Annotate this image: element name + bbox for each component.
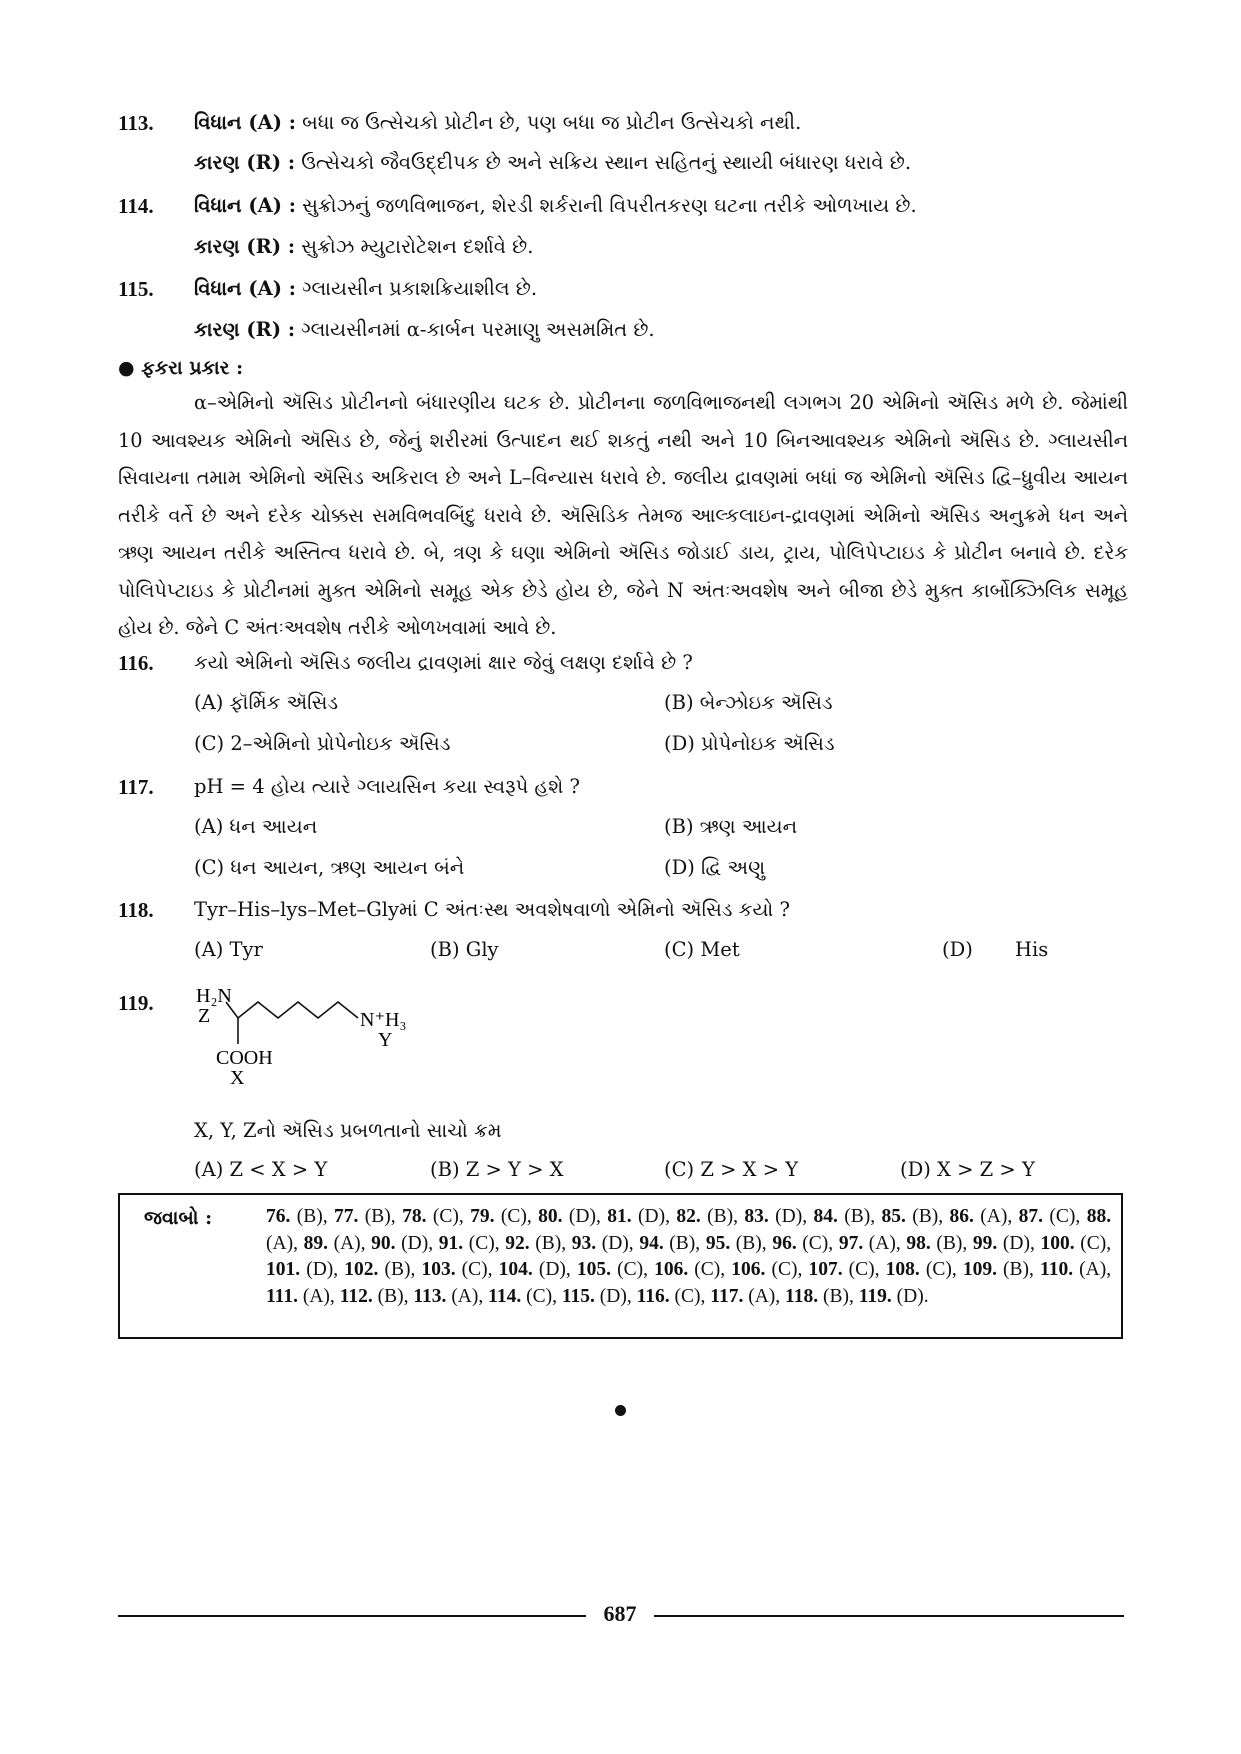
reason-text: ઉત્સેચકો જૈવઉદ્દીપક છે અને સક્રિય સ્થાન સહિતનું સ્થાયી બંધારણ ધરાવે છે. — [301, 151, 912, 174]
answer-choice: (B), — [358, 1206, 396, 1227]
option-b: (B) Gly — [430, 938, 499, 961]
answer-question-number: 82. — [676, 1206, 701, 1227]
option-a: (A) ધન આયન — [194, 815, 318, 838]
question-text: કયો એમિનો ઍસિડ જલીય દ્રાવણમાં ક્ષાર જેવું લક્ષણ દર્શાવે છે ? — [194, 651, 693, 674]
answer-item — [577, 1259, 648, 1280]
reason-line — [194, 234, 1134, 260]
answer-question-number: 110. — [1040, 1259, 1074, 1280]
answer-key-list — [266, 1204, 1111, 1310]
answer-item — [906, 1233, 967, 1254]
answer-question-number: 90. — [371, 1232, 396, 1254]
answer-choice: (A), — [297, 1285, 335, 1307]
answer-item — [813, 1206, 875, 1227]
answer-item — [538, 1206, 601, 1227]
answer-question-number: 86. — [949, 1206, 974, 1227]
answer-choice: (D), — [594, 1285, 632, 1307]
answer-choice: (B), — [837, 1206, 876, 1227]
amino-group-label: H₂N — [196, 985, 232, 1007]
answer-question-number: 95. — [705, 1232, 731, 1254]
option-d: (D) પ્રોપેનોઇક ઍસિડ — [664, 732, 835, 755]
answer-question-number: 107. — [808, 1259, 843, 1280]
question-number: 116. — [118, 651, 154, 675]
answer-item — [562, 1286, 632, 1307]
answer-item — [639, 1233, 700, 1254]
answer-question-number: 115. — [561, 1285, 595, 1307]
answer-question-number: 108. — [885, 1259, 920, 1280]
answer-choice: (C), — [765, 1259, 803, 1280]
answer-choice: (B), — [372, 1285, 409, 1307]
answer-choice: (B), — [529, 1232, 567, 1254]
answer-item — [470, 1206, 532, 1227]
answer-question-number: 100. — [1040, 1232, 1075, 1254]
statement-label: વિધાન (A) : — [194, 277, 296, 300]
answer-question-number: 79. — [470, 1206, 495, 1227]
answer-item — [886, 1259, 957, 1280]
answer-choice: (B), — [930, 1232, 968, 1254]
answer-question-number: 94. — [639, 1232, 664, 1254]
answer-choice: (D), — [562, 1206, 601, 1227]
answer-choice: (A), — [446, 1285, 484, 1307]
answer-choice: (B), — [290, 1206, 328, 1227]
answer-question-number: 76. — [266, 1206, 291, 1227]
answer-item — [950, 1206, 1013, 1227]
option-c: (C) Z > X > Y — [664, 1158, 799, 1181]
answer-item — [499, 1259, 571, 1280]
option-d-value: His — [1015, 938, 1049, 961]
answer-question-number: 83. — [744, 1206, 769, 1227]
answer-item — [859, 1286, 929, 1307]
answer-item — [402, 1206, 464, 1227]
answer-choice: (C), — [688, 1259, 726, 1280]
option-a: (A) Tyr — [194, 938, 263, 961]
question-number: 119. — [118, 991, 154, 1015]
answer-choice: (D). — [891, 1285, 929, 1307]
answer-choice: (C), — [1074, 1232, 1112, 1254]
answer-choice: (B), — [378, 1259, 416, 1280]
answer-question-number: 103. — [421, 1259, 456, 1280]
answer-question-number: 101. — [266, 1259, 301, 1280]
answer-item — [772, 1233, 833, 1254]
question-text: X, Y, Zનો ઍસિડ પ્રબળતાનો સાચો ક્રમ — [194, 1119, 502, 1142]
answer-choice: (B), — [996, 1259, 1034, 1280]
answer-question-number: 105. — [576, 1259, 612, 1280]
question-number: 114. — [118, 194, 154, 218]
answer-question-number: 77. — [334, 1206, 359, 1227]
answer-question-number: 93. — [571, 1232, 597, 1254]
reason-text: સુક્રોઝ મ્યુટારોટેશન દર્શાવે છે. — [301, 235, 534, 258]
answer-choice: (D), — [300, 1259, 339, 1280]
reason-text: ગ્લાયસીનમાં α-કાર્બન પરમાણુ અસમમિત છે. — [301, 318, 655, 341]
answer-choice: (C), — [426, 1206, 464, 1227]
answer-question-number: 112. — [339, 1285, 373, 1307]
answer-item — [839, 1233, 901, 1254]
answer-choice: (C), — [455, 1259, 493, 1280]
statement-label: વિધાન (A) : — [194, 194, 296, 217]
statement-line — [194, 110, 1134, 136]
answer-question-number: 88. — [1086, 1206, 1112, 1227]
option-b: (B) ઋણ આયન — [664, 815, 798, 838]
answer-item — [1040, 1233, 1111, 1254]
answer-question-number: 78. — [402, 1206, 427, 1227]
answer-key-label: જવાબો : — [144, 1207, 213, 1229]
answer-choice: (D), — [631, 1206, 670, 1227]
answer-item — [344, 1259, 415, 1280]
reason-line — [194, 150, 1134, 176]
answer-choice: (C), — [463, 1232, 500, 1254]
answer-choice: (B), — [730, 1232, 767, 1254]
answer-item — [676, 1206, 738, 1227]
answer-item — [266, 1206, 328, 1227]
question-number: 113. — [118, 111, 154, 135]
question-number: 115. — [118, 277, 154, 301]
answer-question-number: 106. — [654, 1259, 689, 1280]
answer-item — [421, 1259, 492, 1280]
x-label: X — [230, 1067, 245, 1089]
question-text: Tyr–His–lys–Met–Glyમાં C અંતઃસ્થ અવશેષવાળો એમિનો ઍસિડ કયો ? — [194, 898, 790, 921]
option-d: (D) દ્વિ અણુ — [664, 856, 766, 879]
answer-choice: (D), — [596, 1232, 634, 1254]
answer-question-number: 102. — [344, 1259, 379, 1280]
section-title: ● ફકરા પ્રકાર : — [118, 357, 244, 379]
reason-label: કારણ (R) : — [194, 235, 296, 258]
option-d: (D) X > Z > Y — [900, 1158, 1035, 1181]
answer-choice: (B), — [905, 1206, 944, 1227]
answer-question-number: 92. — [505, 1232, 530, 1254]
answer-item — [304, 1233, 366, 1254]
answer-question-number: 114. — [488, 1285, 522, 1307]
answer-item — [731, 1259, 802, 1280]
carboxyl-group-label: COOH — [216, 1047, 273, 1069]
statement-line — [194, 193, 1134, 219]
answer-question-number: 98. — [906, 1232, 931, 1254]
answer-item — [334, 1206, 396, 1227]
answer-question-number: 106. — [731, 1259, 766, 1280]
answer-question-number: 97. — [838, 1232, 864, 1254]
answer-key-box — [118, 1193, 1123, 1339]
answer-item — [637, 1286, 706, 1307]
answer-choice: (A), — [863, 1232, 901, 1254]
answer-item — [607, 1206, 670, 1227]
answer-item — [340, 1286, 409, 1307]
answer-question-number: 87. — [1018, 1206, 1044, 1227]
answer-question-number: 85. — [881, 1206, 906, 1227]
answer-item — [266, 1259, 338, 1280]
answer-item — [706, 1233, 767, 1254]
answer-question-number: 111. — [266, 1285, 298, 1307]
answer-item — [785, 1286, 854, 1307]
answer-question-number: 118. — [785, 1285, 819, 1307]
end-bullet — [615, 1405, 626, 1416]
statement-text: બધા જ ઉત્સેચકો પ્રોટીન છે, પણ બધા જ પ્રોટીન ઉત્સેચકો નથી. — [302, 111, 802, 134]
answer-choice: (B), — [700, 1206, 738, 1227]
answer-question-number: 113. — [413, 1285, 447, 1307]
answer-item — [710, 1286, 780, 1307]
answer-item — [744, 1206, 807, 1227]
answer-choice: (A), — [1073, 1259, 1112, 1280]
z-label: Z — [198, 1005, 211, 1027]
question-text: pH = 4 હોય ત્યારે ગ્લાયસિન કયા સ્વરૂપે હશે ? — [194, 775, 580, 798]
answer-item — [654, 1259, 725, 1280]
answer-question-number: 80. — [538, 1206, 563, 1227]
question-number: 117. — [118, 775, 154, 799]
answer-question-number: 117. — [710, 1285, 744, 1307]
question-number: 118. — [118, 898, 154, 922]
option-d: (D) — [942, 938, 973, 961]
answer-choice: (C), — [611, 1259, 648, 1280]
answer-choice: (C), — [494, 1206, 532, 1227]
reason-label: કારણ (R) : — [194, 318, 296, 341]
answer-question-number: 84. — [813, 1206, 838, 1227]
answer-choice: (D), — [395, 1232, 434, 1254]
option-c: (C) ધન આયન, ઋણ આયન બંને — [194, 856, 465, 879]
footer-rule-right — [654, 1615, 1124, 1617]
answer-item — [266, 1286, 335, 1307]
answer-choice: (A), — [266, 1232, 298, 1254]
passage — [118, 384, 1128, 647]
statement-label: વિધાન (A) : — [194, 111, 296, 134]
statement-text: ગ્લાયસીન પ્રકાશક્રિયાશીલ છે. — [302, 277, 538, 300]
answer-choice: (C), — [1043, 1206, 1081, 1227]
option-a: (A) Z < X > Y — [194, 1158, 328, 1181]
statement-line — [194, 276, 1134, 302]
answer-question-number: 116. — [636, 1285, 670, 1307]
option-c: (C) Met — [664, 938, 740, 961]
answer-item — [973, 1233, 1035, 1254]
answer-item — [439, 1233, 500, 1254]
answer-item — [488, 1286, 557, 1307]
answer-choice: (C), — [796, 1232, 834, 1254]
answer-question-number: 119. — [858, 1285, 892, 1307]
answer-question-number: 104. — [498, 1259, 533, 1280]
option-b: (B) બેન્ઝોઇક ઍસિડ — [664, 691, 833, 714]
passage-text: α–એમિનો ઍસિડ પ્રોટીનનો બંધારણીય ઘટક છે. પ્રોટીનના જળવિભાજનથી લગભગ 20 એમિનો ઍસિડ મળે છે. જેમાંથી 10 આવશ્યક એમિનો ઍસિડ છે, જેનું શરીરમાં ઉત્પાદન થઈ શકતું નથી અને 10 બિનઆવશ્યક એમિનો ઍસિડ છે. ગ્લાયસીન સિવાયના તમામ એમિનો ઍસિડ અકિરાલ છે અને L–વિન્યાસ ધરાવે છે. જલીય દ્રાવણમાં બધાં જ એમિનો ઍસિડ દ્વિ–ધ્રુવીય આયન તરીકે વર્તે છે અને દરેક ચોક્કસ સમવિભવબિંદુ ધરાવે છે. ઍસિડિક તેમજ આલ્કલાઇન-દ્રાવણમાં એમિનો ઍસિડ અનુક્રમે ધન અને ઋણ આયન તરીકે અસ્તિત્વ ધરાવે છે. બે, ત્રણ કે ઘણા એમિનો ઍસિડ જોડાઈ ડાય, ટ્રાય, પોલિપેપ્ટાઇડ કે પ્રોટીન બનાવે છે. દરેક પોલિપેપ્ટાઇડ કે પ્રોટીનમાં મુક્ત એમિનો સમૂહ એક છેડે હોય છે, જેને N અંતઃઅવશેષ અને બીજા છેડે મુક્ત કાર્બોક્ઝિલિક સમૂહ હોય છે. જેને C અંતઃઅવશેષ તરીકે ઓળખવામાં આવે છે. — [118, 391, 1128, 639]
reason-line — [194, 317, 1134, 343]
y-label: Y — [378, 1029, 393, 1051]
footer-rule-left — [118, 1615, 586, 1617]
answer-choice: (A), — [327, 1232, 366, 1254]
statement-text: સુક્રોઝનું જળવિભાજન, શેરડી શર્કરાની વિપરીતકરણ ઘટના તરીકે ઓળખાય છે. — [302, 194, 917, 217]
answer-question-number: 81. — [607, 1206, 632, 1227]
answer-item — [1040, 1259, 1111, 1280]
answer-question-number: 99. — [972, 1232, 998, 1254]
answer-choice: (C), — [669, 1285, 706, 1307]
lysine-structure-diagram — [190, 980, 490, 1090]
answer-question-number: 89. — [303, 1232, 328, 1254]
option-a: (A) ફૉર્મિક ઍસિડ — [194, 691, 339, 714]
answer-choice: (C), — [842, 1259, 880, 1280]
answer-item — [808, 1259, 879, 1280]
page-number: 687 — [603, 1601, 637, 1626]
option-b: (B) Z > Y > X — [430, 1158, 564, 1181]
answer-choice: (B), — [663, 1232, 701, 1254]
answer-item — [963, 1259, 1034, 1280]
answer-item — [371, 1233, 433, 1254]
option-c: (C) 2–એમિનો પ્રોપેનોઇક ઍસિડ — [194, 732, 451, 755]
answer-item — [572, 1233, 634, 1254]
answer-question-number: 96. — [772, 1232, 797, 1254]
answer-question-number: 109. — [962, 1259, 997, 1280]
answer-choice: (D), — [768, 1206, 808, 1227]
answer-choice: (C), — [919, 1259, 957, 1280]
answer-choice: (A), — [743, 1285, 781, 1307]
answer-item — [882, 1206, 944, 1227]
answer-choice: (C), — [521, 1285, 557, 1307]
answer-item — [505, 1233, 566, 1254]
answer-choice: (B), — [818, 1285, 854, 1307]
ammonium-group-label: N⁺H₃ — [360, 1009, 407, 1031]
answer-question-number: 91. — [438, 1232, 464, 1254]
answer-item — [413, 1286, 483, 1307]
answer-choice: (D), — [997, 1232, 1035, 1254]
answer-choice: (A), — [973, 1206, 1013, 1227]
answer-item — [1019, 1206, 1081, 1227]
carbon-chain — [226, 1002, 358, 1018]
reason-label: કારણ (R) : — [194, 151, 296, 174]
answer-choice: (D), — [532, 1259, 571, 1280]
